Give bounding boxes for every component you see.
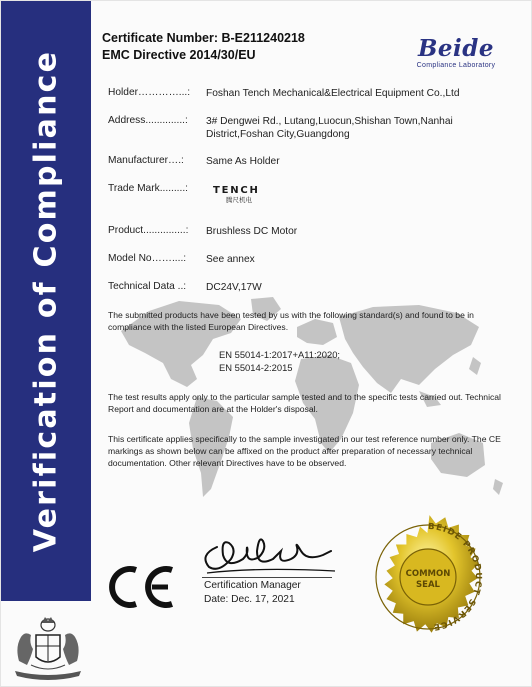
seal-ring-text: BEIDE PRODUCT SERVICE: [427, 521, 483, 632]
intro-paragraph: The submitted products have been tested by us with the following standard(s) and found to be in compliance with the listed European Directives.: [108, 310, 474, 333]
technical-data-label: Technical Data ..:: [108, 281, 187, 292]
model-label: Model No……....:: [108, 253, 187, 264]
certificate-number: Certificate Number: B-E211240218: [102, 31, 305, 45]
address-value: 3# Dengwei Rd., Lutang,Luocun,Shishan Town,Nanhai District,Foshan City,Guangdong: [206, 116, 453, 140]
manufacturer-label: Manufacturer….:: [108, 155, 184, 166]
sidebar-title: Verification of Compliance: [28, 49, 64, 553]
signature-line: [202, 577, 332, 578]
standard-item: EN 55014-1:2017+A11:2020;: [219, 349, 341, 360]
tench-logo-cn: 腾尺机电: [226, 196, 252, 204]
standards-list: [219, 349, 340, 374]
address-label: Address..............:: [108, 115, 188, 126]
results-paragraph: The test results apply only to the particular sample tested and to the specific tests carried out. Technical Report and documentation are at the Holder's disposal.: [108, 392, 501, 415]
logo-subtitle: Compliance Laboratory: [416, 62, 496, 69]
product-value: Brushless DC Motor: [206, 226, 298, 237]
technical-data-value: DC24V,17W: [206, 282, 262, 293]
beide-logo: [406, 37, 506, 69]
standard-item: EN 55014-2:2015: [219, 361, 293, 373]
applies-paragraph: This certificate applies specifically to the sample investigated in our test reference number only. The CE markings as shown below can be affixed on the product after preparation of necessary technical documentation. Other relevant Directives have to be observed.: [108, 434, 501, 469]
sidebar-band: [1, 1, 91, 601]
manufacturer-value: Same As Holder: [206, 156, 280, 167]
tench-logo: [213, 185, 265, 207]
logo-name: Beide: [417, 35, 495, 62]
directive-title: EMC Directive 2014/30/EU: [102, 48, 256, 62]
seal-center-line1: COMMON: [405, 569, 451, 579]
model-value: See annex: [206, 254, 255, 265]
royal-crest-icon: [9, 613, 87, 685]
signature-date: Date: Dec. 17, 2021: [204, 594, 295, 605]
ce-mark-icon: [104, 564, 179, 609]
gold-seal-icon: [358, 507, 498, 647]
holder-label: Holder…………...:: [108, 87, 191, 98]
tench-logo-text: TENCH: [213, 185, 260, 196]
product-label: Product...............:: [108, 225, 189, 236]
seal-center-line2: SEAL: [416, 580, 440, 590]
trade-mark-label: Trade Mark.........:: [108, 183, 189, 194]
signatory-role: Certification Manager: [204, 580, 301, 591]
holder-value: Foshan Tench Mechanical&Electrical Equipment Co.,Ltd: [206, 88, 460, 99]
signature-icon: [197, 529, 339, 579]
